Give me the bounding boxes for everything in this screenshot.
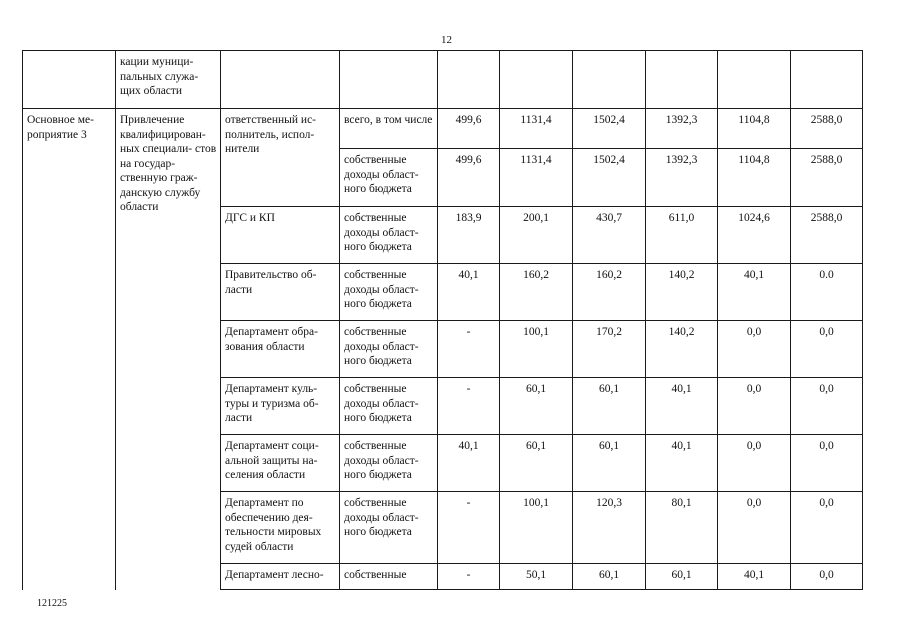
activity-name-cell: [23, 51, 116, 109]
value-cell: 0,0: [791, 492, 863, 564]
value-cell: 40,1: [646, 378, 718, 435]
value-cell: 1131,4: [500, 109, 573, 149]
value-cell: 60,1: [573, 435, 646, 492]
activity-description-cell: кации муници- пальных служа- щих области: [116, 51, 221, 109]
value-cell: 100,1: [500, 492, 573, 564]
value-cell: 160,2: [573, 264, 646, 321]
value-cell: 60,1: [500, 378, 573, 435]
value-cell: 2588,0: [791, 149, 863, 207]
value-cell: [500, 51, 573, 109]
value-cell: 611,0: [646, 207, 718, 264]
value-cell: 0,0: [791, 378, 863, 435]
value-cell: 2588,0: [791, 207, 863, 264]
value-cell: 183,9: [438, 207, 500, 264]
value-cell: 120,3: [573, 492, 646, 564]
value-cell: [438, 51, 500, 109]
value-cell: 0,0: [791, 321, 863, 378]
value-cell: 0,0: [718, 321, 791, 378]
executor-cell: Департамент лесно-: [221, 564, 340, 590]
executor-cell: [221, 51, 340, 109]
value-cell: 60,1: [646, 564, 718, 590]
funding-source-cell: собственные доходы област- ного бюджета: [340, 321, 438, 378]
value-cell: 40,1: [718, 264, 791, 321]
funding-source-cell: собственные доходы област- ного бюджета: [340, 435, 438, 492]
value-cell: 499,6: [438, 109, 500, 149]
executor-cell: Правительство об- ласти: [221, 264, 340, 321]
value-cell: 1392,3: [646, 109, 718, 149]
value-cell: 80,1: [646, 492, 718, 564]
value-cell: 170,2: [573, 321, 646, 378]
executor-cell: ответственный ис- полнитель, испол- нители: [221, 109, 340, 207]
executor-cell: Департамент по обеспечению дея- тельности мировых судей области: [221, 492, 340, 564]
value-cell: [718, 51, 791, 109]
executor-cell: Департамент соци- альной защиты на- селения области: [221, 435, 340, 492]
value-cell: 1131,4: [500, 149, 573, 207]
value-cell: 60,1: [500, 435, 573, 492]
value-cell: 0,0: [718, 435, 791, 492]
value-cell: -: [438, 492, 500, 564]
funding-source-cell: собственные доходы област- ного бюджета: [340, 492, 438, 564]
value-cell: 160,2: [500, 264, 573, 321]
value-cell: 40,1: [438, 435, 500, 492]
value-cell: 1392,3: [646, 149, 718, 207]
value-cell: 40,1: [438, 264, 500, 321]
funding-source-cell: всего, в том числе: [340, 109, 438, 149]
value-cell: 1502,4: [573, 149, 646, 207]
main-activity-name: Основное ме- роприятие 3: [23, 109, 116, 590]
value-cell: 100,1: [500, 321, 573, 378]
funding-source-cell: собственные доходы област- ного бюджета: [340, 264, 438, 321]
funding-source-cell: собственные доходы област- ного бюджета: [340, 149, 438, 207]
value-cell: 2588,0: [791, 109, 863, 149]
funding-source-cell: собственные доходы област- ного бюджета: [340, 207, 438, 264]
value-cell: 140,2: [646, 264, 718, 321]
table-row: [23, 109, 863, 149]
value-cell: [646, 51, 718, 109]
main-activity-description: Привлечение квалифицирован- ных специали- стов на государ- ственную граж- данскую службу области: [116, 109, 221, 590]
value-cell: -: [438, 378, 500, 435]
value-cell: 499,6: [438, 149, 500, 207]
value-cell: [791, 51, 863, 109]
value-cell: -: [438, 321, 500, 378]
executor-cell: ДГС и КП: [221, 207, 340, 264]
value-cell: 0,0: [718, 492, 791, 564]
value-cell: 1024,6: [718, 207, 791, 264]
funding-source-cell: [340, 51, 438, 109]
executor-cell: Департамент куль- туры и туризма об- ласти: [221, 378, 340, 435]
funding-source-cell: собственные доходы област- ного бюджета: [340, 378, 438, 435]
value-cell: 40,1: [718, 564, 791, 590]
value-cell: 200,1: [500, 207, 573, 264]
value-cell: 140,2: [646, 321, 718, 378]
value-cell: 0.0: [791, 264, 863, 321]
value-cell: 0,0: [791, 564, 863, 590]
executor-cell: Департамент обра- зования области: [221, 321, 340, 378]
value-cell: [573, 51, 646, 109]
value-cell: 1104,8: [718, 149, 791, 207]
value-cell: 60,1: [573, 378, 646, 435]
value-cell: 0,0: [791, 435, 863, 492]
value-cell: 0,0: [718, 378, 791, 435]
budget-table: [22, 50, 863, 590]
document-code: 121225: [37, 598, 67, 609]
value-cell: 40,1: [646, 435, 718, 492]
value-cell: 50,1: [500, 564, 573, 590]
value-cell: -: [438, 564, 500, 590]
value-cell: 430,7: [573, 207, 646, 264]
continuation-row: [23, 51, 863, 109]
page-number: 12: [441, 34, 452, 46]
value-cell: 1502,4: [573, 109, 646, 149]
funding-source-cell: собственные: [340, 564, 438, 590]
value-cell: 60,1: [573, 564, 646, 590]
value-cell: 1104,8: [718, 109, 791, 149]
